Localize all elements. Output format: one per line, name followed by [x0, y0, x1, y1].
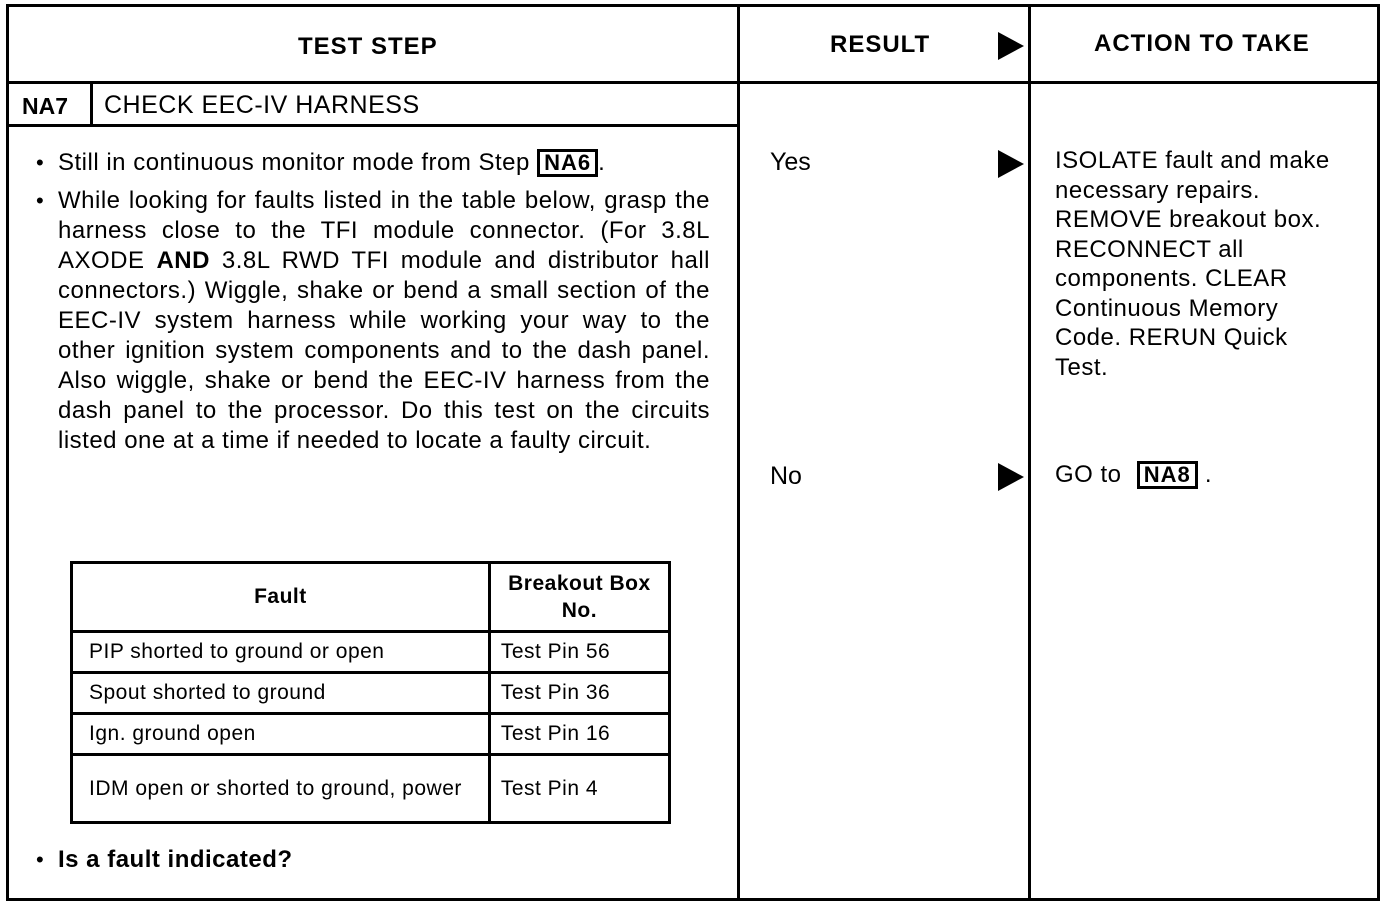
frame-left: [6, 4, 9, 901]
table-row: [72, 632, 670, 673]
fault-table: [70, 561, 671, 824]
step-id: NA7: [22, 93, 69, 119]
header-divider: [6, 81, 1380, 84]
action-no-suffix: .: [1204, 461, 1213, 488]
box-cell: Test Pin 4: [489, 755, 669, 823]
fault-cell: Spout shorted to ground: [72, 673, 490, 714]
result-no: No: [770, 462, 802, 490]
box-cell: Test Pin 56: [489, 632, 669, 673]
question-text: Is a fault indicated?: [58, 846, 293, 873]
box-cell: Test Pin 36: [489, 673, 669, 714]
col-fault-header: Fault: [72, 563, 490, 632]
col-box-header: Breakout Box No.: [489, 563, 669, 632]
step-id-divider: [90, 81, 93, 127]
bullet-wiggle-test: [30, 186, 710, 456]
frame-top: [6, 4, 1380, 7]
step-title: CHECK EEC-IV HARNESS: [104, 91, 420, 119]
divider-result: [737, 4, 740, 901]
header-result: RESULT: [830, 31, 931, 58]
result-yes-arrow-icon: [998, 150, 1024, 178]
instructions: [30, 148, 710, 464]
box-cell: Test Pin 16: [489, 714, 669, 755]
bullet-wiggle-text-2: 3.8L RWD TFI module and distributor hall connectors.) Wiggle, shake or bend a small section of the EEC-IV system harness while working your way to the other ignition system components and to the dash panel. Also wiggle, shake or bend the EEC-IV harness from the dash panel to the processor. Do this test on the circuits listed one at a time if needed to locate a faulty circuit.: [58, 247, 710, 454]
header-arrow-icon: [998, 32, 1024, 60]
ref-na6: NA6: [537, 149, 598, 177]
divider-action: [1028, 4, 1031, 901]
action-no: [1055, 460, 1212, 490]
fault-cell: PIP shorted to ground or open: [72, 632, 490, 673]
result-no-arrow-icon: [998, 463, 1024, 491]
frame-right: [1377, 4, 1380, 901]
result-yes: Yes: [770, 148, 811, 176]
table-row: [72, 673, 670, 714]
bullet-question: [30, 845, 710, 875]
header-test-step: TEST STEP: [298, 33, 438, 60]
action-yes: ISOLATE fault and make necessary repairs. REMOVE breakout box. RECONNECT all components. CLEAR Continuous Memory Code. RERUN Quick Test.: [1055, 147, 1330, 381]
fault-cell: IDM open or shorted to ground, power: [72, 755, 490, 823]
action-no-text: GO to: [1055, 461, 1122, 488]
table-row: [72, 714, 670, 755]
table-row: [72, 755, 670, 823]
frame-bottom: [6, 898, 1380, 901]
ref-na8: NA8: [1137, 461, 1198, 489]
bullet-monitor-mode: [30, 148, 710, 178]
bullet-monitor-text: Still in continuous monitor mode from Step: [58, 149, 530, 176]
bullet-wiggle-text-1: While looking for faults listed in the table below, grasp the harness close to the TFI module connector. (For 3.8L AXODE: [58, 187, 710, 274]
fault-cell: Ign. ground open: [72, 714, 490, 755]
header-action: ACTION TO TAKE: [1094, 30, 1310, 57]
bullet-wiggle-bold: AND: [156, 247, 210, 274]
question: [30, 845, 710, 883]
step-title-divider: [6, 124, 740, 127]
bullet-monitor-suffix: .: [598, 149, 606, 176]
